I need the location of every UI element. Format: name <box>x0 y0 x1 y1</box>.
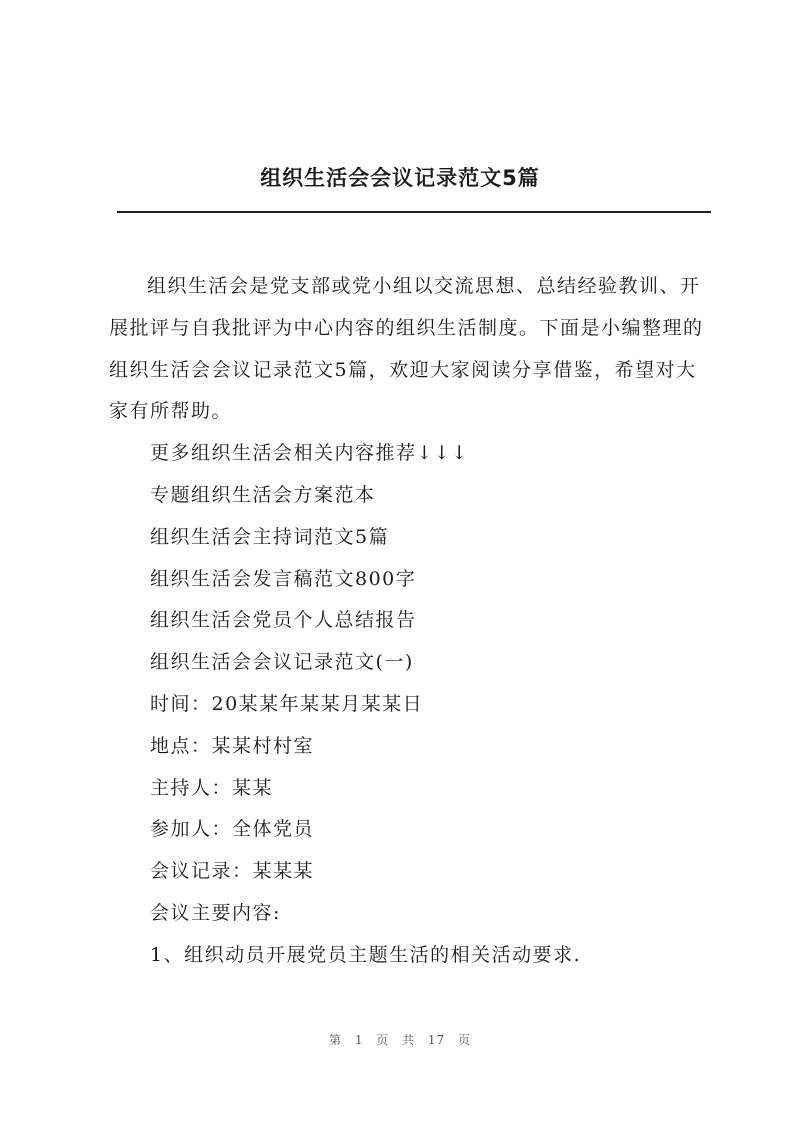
document-title: 组织生活会会议记录范文5篇 <box>260 166 540 190</box>
meeting-host: 主持人：某某 <box>150 776 274 799</box>
meeting-content-label: 会议主要内容: <box>150 901 281 924</box>
title-divider <box>117 211 711 213</box>
meeting-recorder: 会议记录：某某某 <box>150 860 315 883</box>
meeting-location: 地点：某某村村室 <box>150 734 315 757</box>
section-heading: 组织生活会会议记录范文(一) <box>150 651 414 674</box>
document-body <box>109 266 713 977</box>
recommend-heading: 更多组织生活会相关内容推荐↓↓↓ <box>150 442 469 465</box>
meeting-time: 时间：20某某年某某月某某日 <box>150 692 424 715</box>
recommend-link-4[interactable]: 组织生活会党员个人总结报告 <box>150 609 417 632</box>
recommend-link-1[interactable]: 专题组织生活会方案范本 <box>150 483 376 506</box>
intro-paragraph: 组织生活会是党支部或党小组以交流思想、总结经验教训、开展批评与自我批评为中心内容的组织生活制度。下面是小编整理的组织生活会会议记录范文5篇，欢迎大家阅读分享借鉴，希望对大家有所帮助。 <box>109 275 704 423</box>
recommend-link-2[interactable]: 组织生活会主持词范文5篇 <box>150 525 390 548</box>
meeting-attendees: 参加人：全体党员 <box>150 818 315 841</box>
page-footer: 第 1 页 共 17 页 <box>329 1033 471 1047</box>
recommend-link-3[interactable]: 组织生活会发言稿范文800字 <box>150 567 417 590</box>
content-item-1: 1、组织动员开展党员主题生活的相关活动要求. <box>150 943 582 966</box>
